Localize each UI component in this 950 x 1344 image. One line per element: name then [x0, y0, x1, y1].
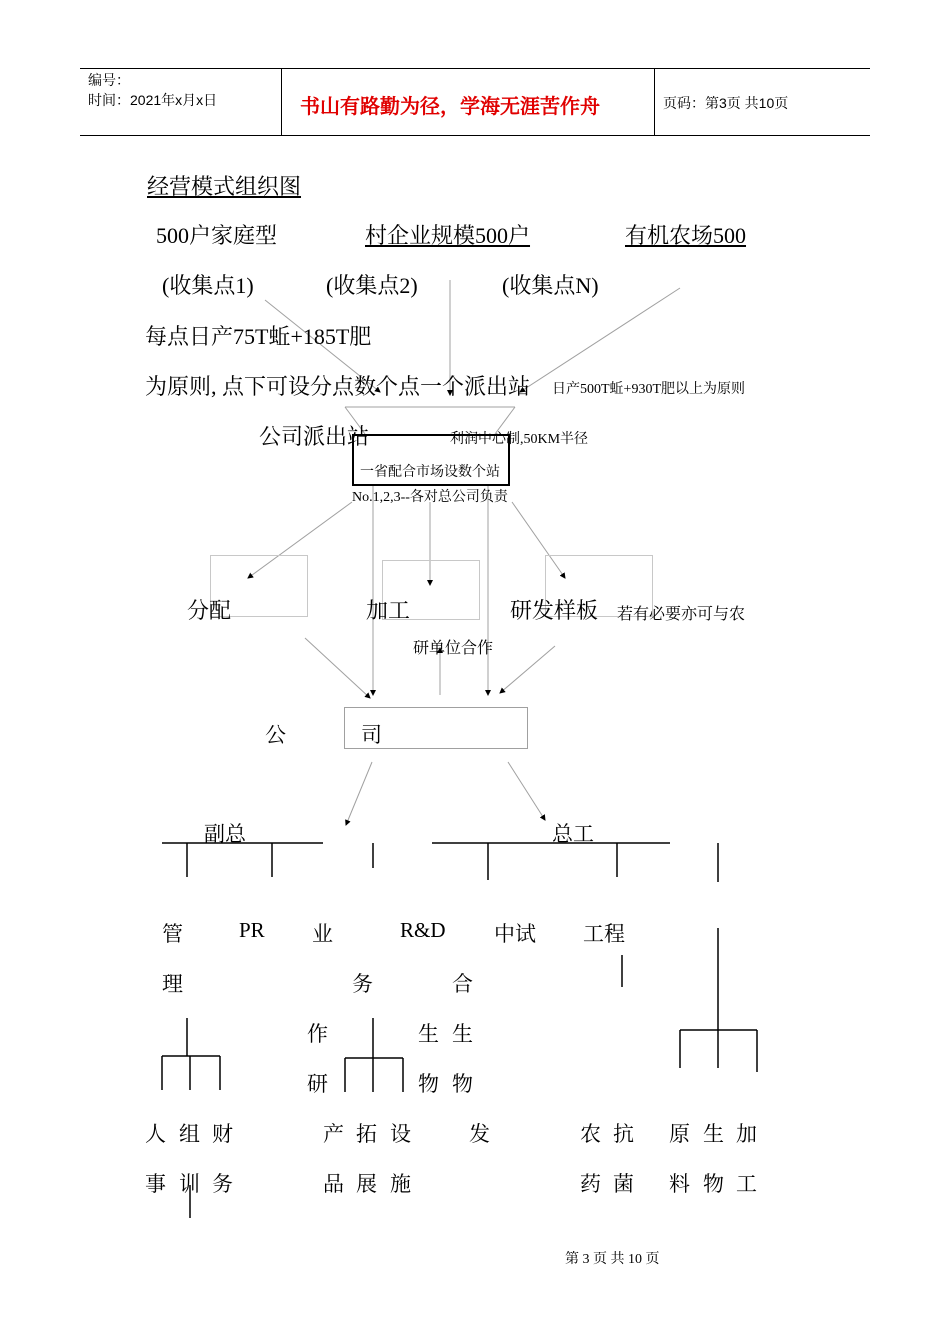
time-label: 时间：2021年x月x日	[88, 92, 218, 108]
dept-management-2: 理	[162, 972, 183, 996]
sub-facility-1: 设	[390, 1122, 411, 1146]
sub-training-2: 训	[179, 1172, 200, 1196]
distribution-label: 分配	[187, 598, 232, 623]
rnd-note-2: 研单位合作	[413, 640, 494, 657]
sub-expand-2: 展	[356, 1172, 377, 1196]
vice-president-label: 副总	[204, 822, 246, 846]
coop-char-2: 作	[307, 1022, 328, 1046]
coop-char-1: 合	[452, 972, 473, 996]
profit-note: 利润中心制,50KM半径	[450, 432, 589, 447]
responsible-note: No.1,2,3--各对总公司负责	[352, 490, 508, 505]
bottom-process-1: 加	[736, 1122, 757, 1146]
dept-rnd: R&D	[400, 918, 446, 942]
motto: 书山有路勤为径，学海无涯苦作舟	[300, 96, 600, 118]
bottom-process-2: 工	[736, 1172, 757, 1196]
dept-business-1: 业	[312, 922, 333, 946]
dept-management-1: 管	[162, 922, 183, 946]
collect-point-n: (收集点N)	[502, 273, 599, 298]
bottom-antibac-1: 抗	[613, 1122, 634, 1146]
source-farm: 有机农场500	[625, 223, 747, 248]
bottom-pesticide-1: 农	[580, 1122, 601, 1146]
dispatch-station: 公司派出站	[259, 424, 370, 449]
bio-char-4: 物	[452, 1072, 473, 1096]
principle-line-1: 每点日产75T蚯+185T肥	[145, 324, 372, 349]
company-label-right: 司	[361, 723, 382, 747]
coop-char-3: 研	[307, 1072, 328, 1096]
processing-label: 加工	[366, 598, 411, 623]
sub-finance-2: 务	[212, 1172, 233, 1196]
bottom-pesticide-2: 药	[580, 1172, 601, 1196]
sub-expand-1: 拓	[356, 1122, 377, 1146]
coop-char-4: 发	[469, 1122, 490, 1146]
bottom-antibac-2: 菌	[613, 1172, 634, 1196]
page-footer: 第 3 页 共 10 页	[565, 1252, 660, 1267]
chief-engineer-label: 总工	[552, 822, 594, 846]
bottom-raw-1: 原	[669, 1122, 690, 1146]
bio-char-1: 生	[418, 1022, 439, 1046]
bottom-bio-1: 生	[703, 1122, 724, 1146]
province-box-label: 一省配合市场设数个站	[360, 465, 500, 480]
sub-product-1: 产	[323, 1122, 344, 1146]
bottom-bio-2: 物	[703, 1172, 724, 1196]
bottom-raw-2: 料	[669, 1172, 690, 1196]
sub-training-1: 组	[179, 1122, 200, 1146]
rnd-sample-label: 研发样板	[510, 598, 599, 623]
bio-char-2: 物	[418, 1072, 439, 1096]
sub-hr-2: 事	[145, 1172, 166, 1196]
diagram-title: 经营模式组织图	[147, 174, 302, 199]
source-village: 村企业规模500户	[365, 223, 531, 248]
bio-char-3: 生	[452, 1022, 473, 1046]
sub-hr-1: 人	[145, 1122, 166, 1146]
principle-line-2: 为原则, 点下可设分点数个点一个派出站	[145, 374, 531, 399]
dept-business-2: 务	[352, 972, 373, 996]
sub-product-2: 品	[323, 1172, 344, 1196]
principle-note: 日产500T蚯+930T肥以上为原则	[552, 382, 745, 397]
page-label: 页码：第3页 共10页	[663, 95, 789, 111]
rnd-note-1: 若有必要亦可与农	[617, 606, 746, 623]
number-label: 编号：	[88, 72, 130, 88]
dept-engineering: 工程	[583, 922, 625, 946]
collect-point-2: (收集点2)	[326, 273, 418, 298]
collect-point-1: (收集点1)	[162, 273, 254, 298]
sub-facility-2: 施	[390, 1172, 411, 1196]
source-household: 500户家庭型	[156, 223, 278, 248]
sub-finance-1: 财	[212, 1122, 233, 1146]
company-label-left: 公	[265, 723, 286, 747]
dept-pr: PR	[239, 918, 265, 942]
dept-pilot: 中试	[494, 922, 536, 946]
